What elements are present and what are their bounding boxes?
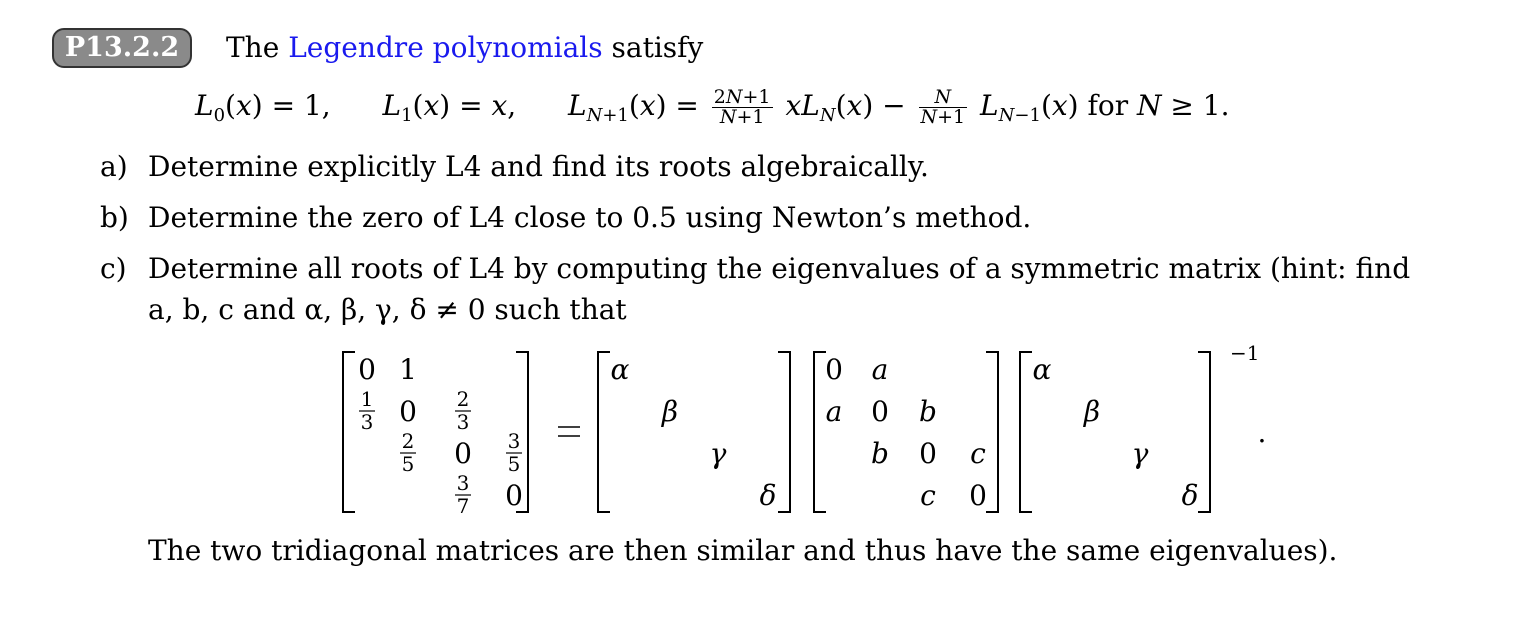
- matrix-equation: [0, 330, 1516, 530]
- sym-matrix-cell-2-3: c: [970, 437, 986, 470]
- fraction-2n1-n1: $\frac{2N+1}{N+1}$: [713, 86, 771, 128]
- left-matrix-cell-2-2: 0: [454, 437, 472, 470]
- left-matrix-cell-1-2-den: 3: [456, 410, 470, 434]
- left-matrix-cell-1-0-num: 1: [360, 387, 374, 411]
- diag-matrix-2-right-bracket: [1198, 352, 1210, 512]
- part-a-label: a): [100, 150, 128, 183]
- part-b-label: b): [100, 201, 129, 234]
- left-matrix-cell-0-1: 1: [399, 353, 417, 386]
- diag-matrix-1-left-bracket: [598, 352, 610, 512]
- intro-after: satisfy: [602, 31, 704, 64]
- part-a: [100, 148, 929, 186]
- part-b-text: Determine the zero of L4 close to 0.5 using Newton’s method.: [148, 201, 1032, 234]
- sym-matrix-cell-1-2: b: [919, 395, 937, 428]
- intro-line: [226, 30, 703, 66]
- diag-matrix-1-entry-0: α: [610, 353, 630, 386]
- left-matrix-cell-2-1-num: 2: [401, 429, 415, 453]
- left-matrix-cell-0-0: 0: [358, 353, 376, 386]
- left-matrix-cell-2-3-num: 3: [507, 429, 521, 453]
- recurrence-formula: [195, 86, 1230, 136]
- intro-before: The: [226, 31, 289, 64]
- diag-matrix-1-entry-3: δ: [759, 479, 777, 512]
- sym-matrix-cell-1-1: 0: [871, 395, 889, 428]
- sym-matrix-cell-2-2: 0: [919, 437, 937, 470]
- inverse-exponent: −1: [1230, 341, 1260, 365]
- closing-line: The two tridiagonal matrices are then similar and thus have the same eigenvalues).: [148, 534, 1338, 567]
- diag-matrix-1-entry-1: β: [661, 395, 679, 428]
- diag-matrix-2-entry-3: δ: [1181, 479, 1199, 512]
- sym-matrix-cell-3-3: 0: [969, 479, 987, 512]
- part-c: [100, 250, 1410, 288]
- left-matrix-cell-1-1: 0: [399, 395, 417, 428]
- sym-matrix-cell-0-1: a: [871, 353, 889, 386]
- part-c-text: Determine all roots of L4 by computing the eigenvalues of a symmetric matrix (hint: find: [148, 252, 1411, 285]
- left-matrix-cell-3-2-num: 3: [456, 471, 470, 495]
- diag-matrix-2-entry-0: α: [1032, 353, 1052, 386]
- sym-matrix-right-bracket: [986, 352, 998, 512]
- left-matrix-cell-3-3: 0: [505, 479, 523, 512]
- left-matrix-cell-2-1-den: 5: [401, 452, 415, 476]
- left-matrix-cell-1-0-den: 3: [360, 410, 374, 434]
- part-b: [100, 199, 1031, 237]
- recurrence-l1: $L_1(x) = x$,: [382, 89, 517, 126]
- sym-matrix-cell-1-0: a: [825, 395, 843, 428]
- part-a-text: Determine explicitly L4 and find its roots algebraically.: [148, 150, 929, 183]
- legendre-link[interactable]: Legendre polynomials: [288, 31, 603, 64]
- sym-matrix-cell-3-2: c: [920, 479, 936, 512]
- fraction-n-n1: $\frac{N}{N+1}$: [920, 86, 966, 128]
- equation-period: .: [1257, 416, 1267, 449]
- diag-matrix-1-entry-2: γ: [709, 437, 727, 470]
- left-matrix-left-bracket: [343, 352, 355, 512]
- diag-matrix-2-entry-1: β: [1083, 395, 1101, 428]
- diag-matrix-1-right-bracket: [778, 352, 790, 512]
- left-matrix-cell-3-2-den: 7: [456, 494, 470, 518]
- sym-matrix-cell-2-1: b: [871, 437, 889, 470]
- left-matrix-cell-1-2-num: 2: [456, 387, 470, 411]
- problem-badge: P13.2.2: [52, 28, 192, 68]
- sym-matrix-cell-0-0: 0: [825, 353, 843, 386]
- recurrence-l0: $L_0(x) = 1$,: [195, 89, 331, 126]
- part-c-continuation: a, b, c and α, β, γ, δ ≠ 0 such that: [148, 293, 627, 326]
- part-c-label: c): [100, 252, 127, 285]
- diag-matrix-2-left-bracket: [1020, 352, 1032, 512]
- left-matrix-cell-2-3-den: 5: [507, 452, 521, 476]
- recurrence-general: $L_{N+1}(x)$ = $\frac{2N+1}{N+1}$ $xL_N(x)$ − $\frac{N}{N+1}$ $L_{N-1}(x)$ for N ≥ 1.: [567, 86, 1230, 128]
- diag-matrix-2-entry-2: γ: [1131, 437, 1149, 470]
